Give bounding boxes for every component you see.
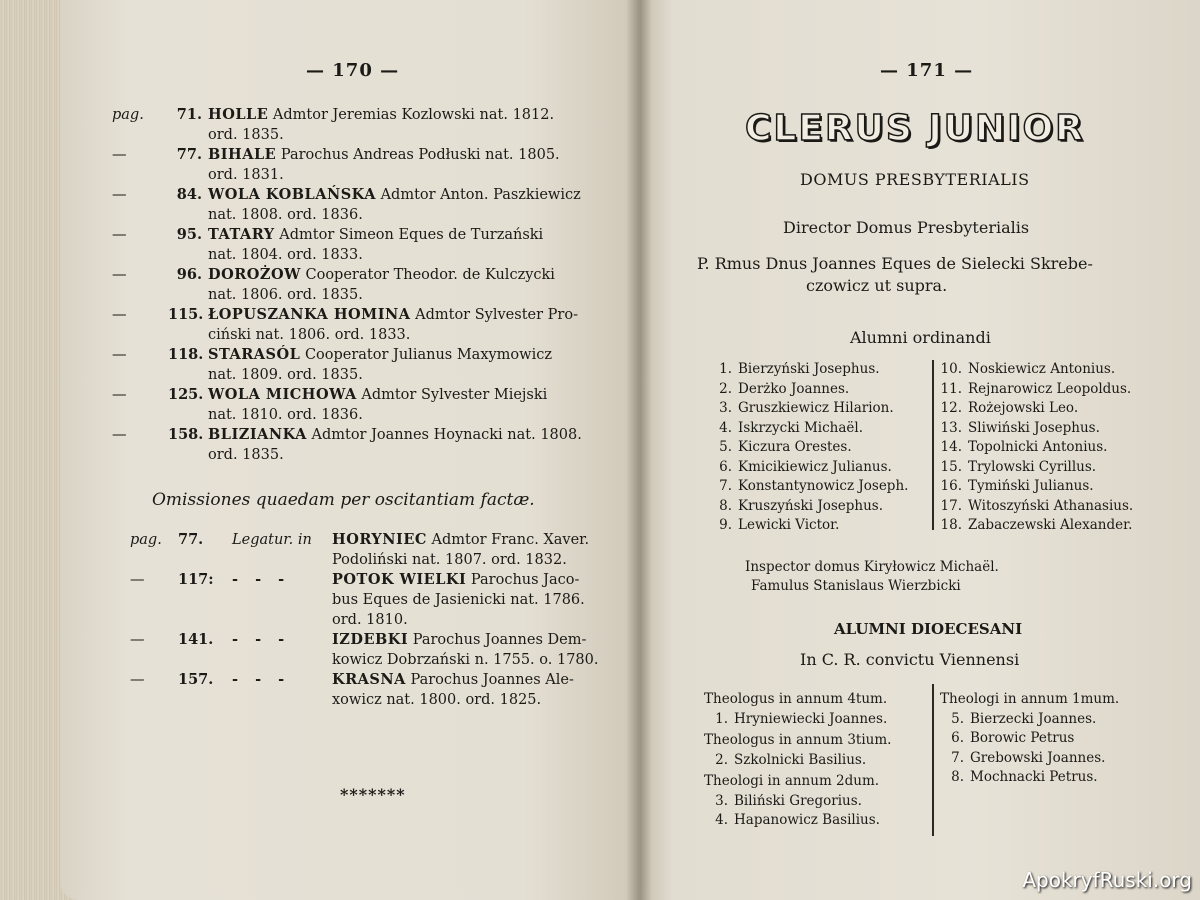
entry-prefix: — bbox=[112, 427, 127, 443]
alumni-ordinandi-heading: Alumni ordinandi bbox=[850, 328, 991, 347]
omissio-page-number: 157. bbox=[178, 671, 214, 688]
entry-text: Admtor Sylvester Miejski bbox=[361, 387, 548, 403]
alumnus-number: 3. bbox=[719, 400, 732, 416]
omissio-text: Parochus Joannes Dem- bbox=[412, 632, 587, 648]
theologus-name: Mochnacki Petrus. bbox=[970, 769, 1098, 785]
alumnus-name: Konstantynowicz Joseph. bbox=[738, 478, 909, 494]
alumnus-name: Lewicki Victor. bbox=[738, 517, 840, 533]
alumnus-name: Gruszkiewicz Hilarion. bbox=[738, 400, 894, 416]
theologus-item bbox=[940, 710, 1180, 730]
theologi-year-heading: Theologus in annum 3tium. bbox=[704, 732, 892, 748]
omissio-ditto: - - - bbox=[232, 671, 291, 688]
omissio-place-name: POTOK WIELKI bbox=[332, 571, 467, 588]
theologus-number: 1. bbox=[715, 710, 728, 727]
alumni-column-1 bbox=[708, 360, 933, 536]
section-end-ornament: ******* bbox=[340, 785, 406, 804]
alumnus-item bbox=[938, 477, 1178, 497]
omissio-prefix: — bbox=[130, 672, 145, 688]
theologi-column-1 bbox=[704, 688, 929, 831]
omissio-legatur: Legatur. in bbox=[232, 532, 312, 548]
clerus-junior-title: CLERUS JUNIOR bbox=[745, 108, 1085, 149]
theologus-number: 3. bbox=[715, 792, 728, 809]
entry-page-number: 96. bbox=[176, 266, 202, 283]
alumnus-name: Topolnicki Antonius. bbox=[968, 439, 1108, 455]
omissio-place-name: KRASNA bbox=[332, 671, 406, 688]
omissio-prefix: — bbox=[130, 572, 145, 588]
alumnus-number: 8. bbox=[719, 497, 732, 514]
omissio-continuation: Podoliński nat. 1807. ord. 1832. bbox=[332, 552, 567, 568]
alumni-column-2 bbox=[938, 360, 1178, 536]
parish-entry bbox=[112, 225, 612, 265]
entry-prefix: — bbox=[112, 387, 127, 403]
theologus-name: Bierzecki Joannes. bbox=[970, 710, 1097, 727]
entry-page-number: 95. bbox=[176, 226, 202, 243]
entry-text: Cooperator Theodor. de Kulczycki bbox=[305, 267, 555, 283]
omissio-continuation: ord. 1810. bbox=[332, 612, 408, 628]
alumnus-item bbox=[708, 419, 933, 439]
entry-page-number: 77. bbox=[176, 146, 202, 163]
theologi-year-heading: Theologi in annum 1mum. bbox=[940, 691, 1120, 707]
omissio-continuation: kowicz Dobrzański n. 1755. o. 1780. bbox=[332, 652, 599, 668]
entry-line-2: ord. 1835. bbox=[208, 447, 284, 463]
entry-line-1 bbox=[112, 185, 612, 205]
theologus-name: Hapanowicz Basilius. bbox=[734, 812, 880, 828]
omissio-text: Parochus Jaco- bbox=[470, 572, 580, 588]
entry-text: Admtor Anton. Paszkiewicz bbox=[380, 187, 581, 203]
entry-text: Admtor Joannes Hoynacki nat. 1808. bbox=[311, 427, 582, 443]
entry-text: Admtor Simeon Eques de Turzański bbox=[279, 227, 544, 243]
entry-place-name: DOROŻOW bbox=[208, 266, 301, 283]
alumnus-number: 9. bbox=[719, 517, 732, 533]
entry-page-number: 71. bbox=[176, 106, 202, 123]
alumnus-name: Kmicikiewicz Julianus. bbox=[738, 458, 892, 475]
entry-line-2: nat. 1804. ord. 1833. bbox=[208, 247, 363, 263]
entry-line-2: ord. 1831. bbox=[208, 167, 284, 183]
alumnus-item bbox=[708, 477, 933, 497]
parish-entry bbox=[112, 305, 612, 345]
alumnus-item bbox=[938, 458, 1178, 478]
theologi-year-heading: Theologi in annum 2dum. bbox=[704, 773, 880, 789]
alumnus-number: 1. bbox=[719, 361, 732, 377]
theologus-number: 2. bbox=[715, 751, 728, 768]
house-staff bbox=[745, 558, 999, 596]
alumnus-name: Trylowski Cyrillus. bbox=[968, 458, 1097, 475]
theologus-number: 4. bbox=[715, 812, 728, 828]
alumnus-number: 17. bbox=[940, 497, 962, 514]
entry-page-number: 118. bbox=[168, 346, 204, 363]
director-line-1: P. Rmus Dnus Joannes Eques de Sielecki Skrebe- bbox=[697, 254, 1093, 273]
alumnus-number: 11. bbox=[940, 380, 962, 397]
right-page-number: — 171 — bbox=[880, 60, 974, 81]
theologi-column-2 bbox=[940, 688, 1180, 788]
omissio-place-name: HORYNIEC bbox=[332, 531, 427, 548]
theologus-item bbox=[940, 729, 1180, 749]
entry-line-1 bbox=[112, 265, 612, 285]
alumnus-name: Witoszyński Athanasius. bbox=[968, 497, 1134, 514]
alumnus-item bbox=[938, 419, 1178, 439]
entry-prefix: — bbox=[112, 227, 127, 243]
alumnus-item bbox=[708, 458, 933, 478]
alumnus-name: Zabaczewski Alexander. bbox=[968, 517, 1133, 533]
alumnus-number: 13. bbox=[940, 419, 962, 436]
omissio-prefix: pag. bbox=[130, 532, 162, 548]
entry-line-1 bbox=[112, 305, 612, 325]
theologus-item bbox=[704, 751, 929, 771]
omissio-entry bbox=[130, 530, 620, 550]
book-spine bbox=[626, 0, 652, 900]
alumnus-item bbox=[938, 438, 1178, 458]
entry-line-2: nat. 1808. ord. 1836. bbox=[208, 207, 363, 223]
alumnus-name: Bierzyński Josephus. bbox=[738, 361, 880, 377]
entry-text: Admtor Jeremias Kozlowski nat. 1812. bbox=[272, 107, 555, 123]
alumnus-item bbox=[708, 360, 933, 380]
alumnus-name: Tymiński Julianus. bbox=[968, 478, 1094, 494]
alumnus-item bbox=[708, 516, 933, 536]
omissio-ditto: - - - bbox=[232, 631, 291, 648]
entry-line-1 bbox=[112, 225, 612, 245]
theologus-item bbox=[940, 749, 1180, 769]
parish-entry bbox=[112, 425, 612, 465]
omissio-entry bbox=[130, 670, 620, 690]
alumnus-item bbox=[708, 399, 933, 419]
alumnus-number: 2. bbox=[719, 380, 732, 397]
theologus-name: Biliński Gregorius. bbox=[734, 792, 862, 809]
convictu-heading: In C. R. convictu Viennensi bbox=[800, 650, 1020, 669]
theologus-name: Grebowski Joannes. bbox=[970, 749, 1106, 766]
parish-entry bbox=[112, 385, 612, 425]
alumnus-item bbox=[938, 399, 1178, 419]
alumnus-number: 14. bbox=[940, 439, 962, 455]
theologus-item bbox=[940, 768, 1180, 788]
alumnus-name: Sliwiński Josephus. bbox=[968, 419, 1100, 436]
entry-place-name: HOLLE bbox=[208, 106, 269, 123]
alumnus-name: Rejnarowicz Leopoldus. bbox=[968, 380, 1132, 397]
parish-entry bbox=[112, 345, 612, 385]
alumnus-name: Derżko Joannes. bbox=[738, 380, 850, 397]
director-line-2: czowicz ut supra. bbox=[806, 276, 948, 295]
omissio-continuation: bus Eques de Jasienicki nat. 1786. bbox=[332, 592, 585, 608]
omissio-page-number: 77. bbox=[178, 531, 204, 548]
alumnus-item bbox=[938, 360, 1178, 380]
entry-place-name: WOLA KOBLAŃSKA bbox=[208, 186, 376, 203]
omissiones-title: Omissiones quaedam per oscitantiam factæ. bbox=[152, 490, 535, 510]
entry-text: Parochus Andreas Podłuski nat. 1805. bbox=[280, 147, 560, 163]
entry-prefix: — bbox=[112, 147, 127, 163]
theologus-number: 8. bbox=[951, 769, 964, 785]
entry-place-name: TATARY bbox=[208, 226, 275, 243]
entry-line-2: ord. 1835. bbox=[208, 127, 284, 143]
entry-page-number: 115. bbox=[168, 306, 204, 323]
column-divider bbox=[932, 360, 934, 530]
omissio-ditto: - - - bbox=[232, 571, 291, 588]
alumnus-number: 15. bbox=[940, 458, 962, 475]
entry-text: Admtor Sylvester Pro- bbox=[415, 307, 578, 323]
entry-line-2: nat. 1810. ord. 1836. bbox=[208, 407, 363, 423]
entry-place-name: BIHALE bbox=[208, 146, 277, 163]
parish-entry bbox=[112, 265, 612, 305]
alumnus-item bbox=[938, 497, 1178, 517]
parish-entry bbox=[112, 145, 612, 185]
omissiones-list bbox=[130, 530, 620, 710]
entry-line-2: nat. 1806. ord. 1835. bbox=[208, 287, 363, 303]
entry-line-1 bbox=[112, 385, 612, 405]
omissio-text: Admtor Franc. Xaver. bbox=[431, 532, 590, 548]
theologus-number: 7. bbox=[951, 749, 964, 766]
theologus-number: 5. bbox=[951, 710, 964, 727]
famulus-line: Famulus Stanislaus Wierzbicki bbox=[751, 578, 961, 594]
alumnus-name: Noskiewicz Antonius. bbox=[968, 361, 1116, 377]
entry-place-name: WOLA MICHOWA bbox=[208, 386, 357, 403]
entry-prefix: — bbox=[112, 267, 127, 283]
alumnus-number: 5. bbox=[719, 439, 732, 455]
alumnus-number: 7. bbox=[719, 478, 732, 494]
theologus-item bbox=[704, 710, 929, 730]
alumnus-name: Kruszyński Josephus. bbox=[738, 497, 884, 514]
alumnus-item bbox=[708, 380, 933, 400]
entry-place-name: STARASÓL bbox=[208, 346, 301, 363]
entry-prefix: — bbox=[112, 347, 127, 363]
parish-entry bbox=[112, 185, 612, 225]
parish-entry bbox=[112, 105, 612, 145]
column-divider-2 bbox=[932, 684, 934, 836]
alumnus-number: 10. bbox=[940, 361, 962, 377]
left-page-number: — 170 — bbox=[306, 60, 400, 81]
dioecesani-heading: ALUMNI DIOECESANI bbox=[834, 620, 1023, 638]
entry-prefix: pag. bbox=[112, 107, 144, 123]
entry-page-number: 84. bbox=[176, 186, 202, 203]
alumnus-number: 12. bbox=[940, 400, 962, 416]
alumnus-number: 4. bbox=[719, 419, 732, 436]
omissio-continuation: xowicz nat. 1800. ord. 1825. bbox=[332, 692, 542, 708]
director-heading: Director Domus Presbyterialis bbox=[783, 218, 1030, 237]
entry-text: Cooperator Julianus Maxymowicz bbox=[304, 347, 552, 363]
entry-line-1 bbox=[112, 425, 612, 445]
omissio-prefix: — bbox=[130, 632, 145, 648]
domus-heading: DOMUS PRESBYTERIALIS bbox=[800, 170, 1030, 189]
alumnus-number: 6. bbox=[719, 458, 732, 475]
parish-entries-list bbox=[112, 105, 612, 465]
entry-place-name: BLIZIANKA bbox=[208, 426, 307, 443]
entry-line-2: nat. 1809. ord. 1835. bbox=[208, 367, 363, 383]
omissio-page-number: 141. bbox=[178, 631, 214, 648]
entry-place-name: ŁOPUSZANKA HOMINA bbox=[208, 306, 411, 323]
theologus-name: Borowic Petrus bbox=[970, 730, 1075, 746]
entry-prefix: — bbox=[112, 187, 127, 203]
theologus-name: Szkolnicki Basilius. bbox=[734, 751, 867, 768]
omissio-page-number: 117: bbox=[178, 571, 214, 588]
alumnus-item bbox=[708, 438, 933, 458]
alumnus-item bbox=[708, 497, 933, 517]
theologus-name: Hryniewiecki Joannes. bbox=[734, 710, 888, 727]
alumnus-number: 18. bbox=[940, 517, 962, 533]
entry-page-number: 158. bbox=[168, 426, 204, 443]
omissio-text: Parochus Joannes Ale- bbox=[410, 672, 574, 688]
alumnus-name: Iskrzycki Michaël. bbox=[738, 419, 864, 436]
entry-line-1 bbox=[112, 145, 612, 165]
omissio-entry bbox=[130, 630, 620, 650]
alumnus-item bbox=[938, 380, 1178, 400]
alumnus-name: Rożejowski Leo. bbox=[968, 400, 1079, 416]
watermark: ApokryfRuski.org bbox=[1022, 868, 1192, 892]
omissio-entry bbox=[130, 570, 620, 590]
entry-prefix: — bbox=[112, 307, 127, 323]
entry-line-1 bbox=[112, 105, 612, 125]
theologus-item bbox=[704, 792, 929, 812]
theologus-item bbox=[704, 811, 929, 831]
entry-page-number: 125. bbox=[168, 386, 204, 403]
alumnus-number: 16. bbox=[940, 478, 962, 494]
entry-line-2: ciński nat. 1806. ord. 1833. bbox=[208, 327, 411, 343]
omissio-place-name: IZDEBKI bbox=[332, 631, 409, 648]
theologus-number: 6. bbox=[951, 730, 964, 746]
alumnus-name: Kiczura Orestes. bbox=[738, 439, 852, 455]
theologi-year-heading: Theologus in annum 4tum. bbox=[704, 691, 888, 707]
alumnus-item bbox=[938, 516, 1178, 536]
inspector-line: Inspector domus Kiryłowicz Michaël. bbox=[745, 559, 999, 575]
entry-line-1 bbox=[112, 345, 612, 365]
